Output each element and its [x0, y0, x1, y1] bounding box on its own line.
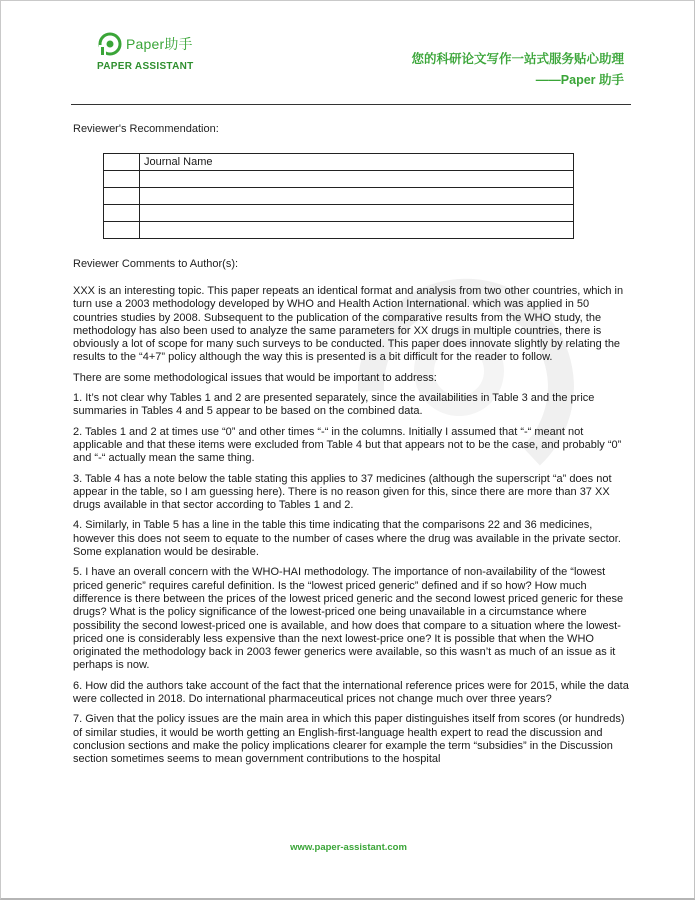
comment-paragraph: 4. Similarly, in Table 5 has a line in the table this time indicating that the comparisons 22 and 36 medicines, however this does not seem to equate to the number of cases where the drug was available in the private sector. Some explanation would be desirable. [73, 519, 621, 559]
table-cell [104, 205, 140, 222]
logo-name: Paper助手 [126, 36, 193, 52]
tagline-line-2: ——Paper 助手 [535, 73, 624, 87]
comment-paragraph: 1. It’s not clear why Tables 1 and 2 are presented separately, since the availabilities in Table 3 and the price summaries in Tables 4 and 5 appear to be based on the combined data. [73, 392, 595, 418]
table-cell [104, 222, 140, 239]
comment-paragraph: 7. Given that the policy issues are the main area in which this paper distinguishes itself from scores (or hundreds) of similar studies, it would be worth getting an English-first-language health expert to read the discussion and conclusion sections and make the policy implications clearer for example the term “subsidies” in the Discussion section sometimes seems to mean government contributions to the hospital [73, 713, 625, 766]
comment-paragraph: 5. I have an overall concern with the WHO-HAI methodology. The importance of non-availability of the “lowest priced generic” requires careful definition. Is the “lowest priced generic” defined and if so how? How much difference is there between the prices of the lowest priced generic and the second lowest priced generic for these drugs? What is the policy significance of the lowest-priced one being unavailable in a circumstance where possibility the second lowest-priced one is available, and how does that compare to a situation where the lowest-priced one is considerably less expensive than the next lowest-price one? It is possible that when the WHO originated the methodology back in 2003 fewer generics were available, so this wasn’t as much of an issue as it perhaps is now. [73, 566, 624, 672]
table-cell [140, 188, 574, 205]
table-row [104, 188, 574, 205]
header-divider [71, 104, 631, 105]
recommendation-label: Reviewer's Recommendation: [73, 123, 219, 135]
comments-body [73, 285, 629, 774]
table-row [104, 222, 574, 239]
brand-logo [97, 31, 194, 72]
table-row [104, 205, 574, 222]
comment-paragraph: 2. Tables 1 and 2 at times use “0” and other times “-“ in the columns. Initially I assumed that “-“ meant not applicable and that these items were excluded from Table 4 but that appears not to be the case, and probably “0” and “-“ actually mean the same thing. [73, 425, 622, 465]
comment-paragraph: There are some methodological issues that would be important to address: [73, 371, 437, 384]
table-cell [104, 188, 140, 205]
tagline [411, 49, 624, 91]
tagline-line-1: 您的科研论文写作一站式服务贴心助理 [411, 52, 624, 66]
comment-paragraph: XXX is an interesting topic. This paper repeats an identical format and analysis from two other countries, which in turn use a 2003 methodology developed by WHO and Health Action International. which was applied in 50 countries studies by 2008. Subsequent to the publication of the comparative results from the WHO study, the methodology has also been used to analyze the same parameters for XX drugs in multiple countries, there is obviously a lot of scope for many such surveys to be conducted. This paper does innovate slightly by relating the results to the “4+7” policy although the way this is presented is a bit difficult for the reader to follow. [73, 285, 624, 364]
comment-paragraph: 3. Table 4 has a note below the table stating this applies to 37 medicines (although the superscript “a” does not appear in the table, so I am guessing here). There is no reason given for this, since there are more than 37 XX drugs available in that sector according to Tables 1 and 2. [73, 472, 612, 512]
table-row [104, 171, 574, 188]
footer-url: www.paper-assistant.com [290, 842, 407, 853]
logo-subtitle: PAPER ASSISTANT [97, 61, 194, 72]
table-cell [140, 222, 574, 239]
table-cell [104, 154, 140, 171]
recommendation-table [103, 153, 574, 239]
comments-label: Reviewer Comments to Author(s): [73, 258, 239, 270]
paper-assistant-logo-icon [97, 31, 123, 57]
table-cell [140, 205, 574, 222]
table-row [104, 154, 574, 171]
journal-name-header: Journal Name [140, 154, 574, 171]
table-cell [104, 171, 140, 188]
table-cell [140, 171, 574, 188]
comment-paragraph: 6. How did the authors take account of the fact that the international reference prices were for 2015, while the data were collected in 2018. Do international pharmaceutical prices not change much over three years? [73, 679, 629, 706]
